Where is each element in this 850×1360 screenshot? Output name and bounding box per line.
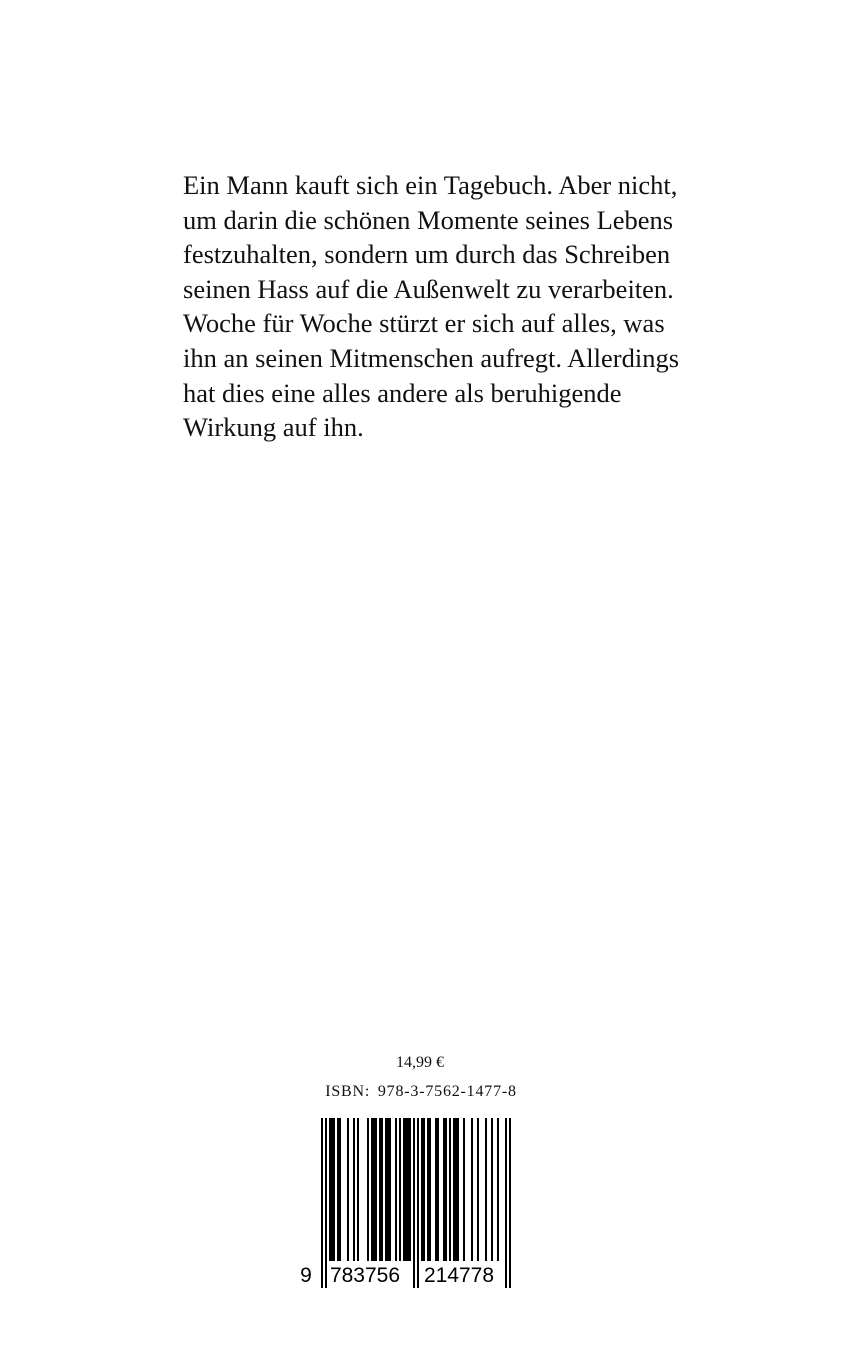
barcode-left-group: 783756 [329,1264,401,1287]
barcode-bar [367,1118,369,1261]
barcode-digits [300,1264,494,1287]
blurb-line: ihn an seinen Mitmenschen aufregt. Allerdings [183,342,680,373]
barcode-bar [471,1118,473,1261]
blurb-line: um darin die schönen Momente seines Lebens [183,204,674,235]
barcode-bar [427,1118,431,1261]
barcode-bar [353,1118,355,1261]
barcode-bar [453,1118,459,1261]
barcode-bar [421,1118,425,1261]
barcode-bar [403,1118,411,1261]
barcode-bar [477,1118,479,1261]
barcode-bar [449,1118,451,1261]
blurb-line: Wirkung auf ihn. [183,412,364,443]
barcode-bars [321,1118,511,1288]
barcode-bar [395,1118,397,1261]
barcode-guard-bar [321,1118,323,1288]
barcode-bar [337,1118,341,1261]
blurb-line: Ein Mann kauft sich ein Tagebuch. Aber nicht, [183,170,678,200]
barcode-guard-bar [413,1118,415,1288]
blurb-line: seinen Hass auf die Außenwelt zu verarbeiten. [183,273,674,304]
barcode-bar [491,1118,493,1261]
barcode-guard-bar [417,1118,419,1288]
barcode-guard-bar [509,1118,511,1288]
blurb-text [183,168,703,445]
barcode-bar [357,1118,359,1261]
barcode-guard-bar [325,1118,327,1288]
barcode-bar [435,1118,439,1261]
barcode-bar [329,1118,335,1261]
barcode-guard-bar [505,1118,507,1288]
barcode-bar [399,1118,401,1261]
barcode-bar [485,1118,487,1261]
barcode-bar [463,1118,465,1261]
barcode-right-group: 214778 [423,1264,495,1287]
isbn-barcode [296,1114,526,1292]
barcode-bar [443,1118,447,1261]
barcode-bar [347,1118,349,1261]
barcode-lead-digit: 9 [300,1264,312,1287]
blurb-line: Woche für Woche stürzt er sich auf alles, was [183,308,665,339]
blurb-line: hat dies eine alles andere als beruhigende [183,377,622,408]
blurb-line: festzuhalten, sondern um durch das Schreiben [183,239,671,270]
barcode-bar [371,1118,377,1261]
barcode-bar [385,1118,391,1261]
isbn-label: ISBN: 978-3-7562-1477-8 [325,1083,517,1100]
barcode-bar [379,1118,383,1261]
barcode-bar [497,1118,499,1261]
price-label: 14,99 € [396,1054,444,1071]
